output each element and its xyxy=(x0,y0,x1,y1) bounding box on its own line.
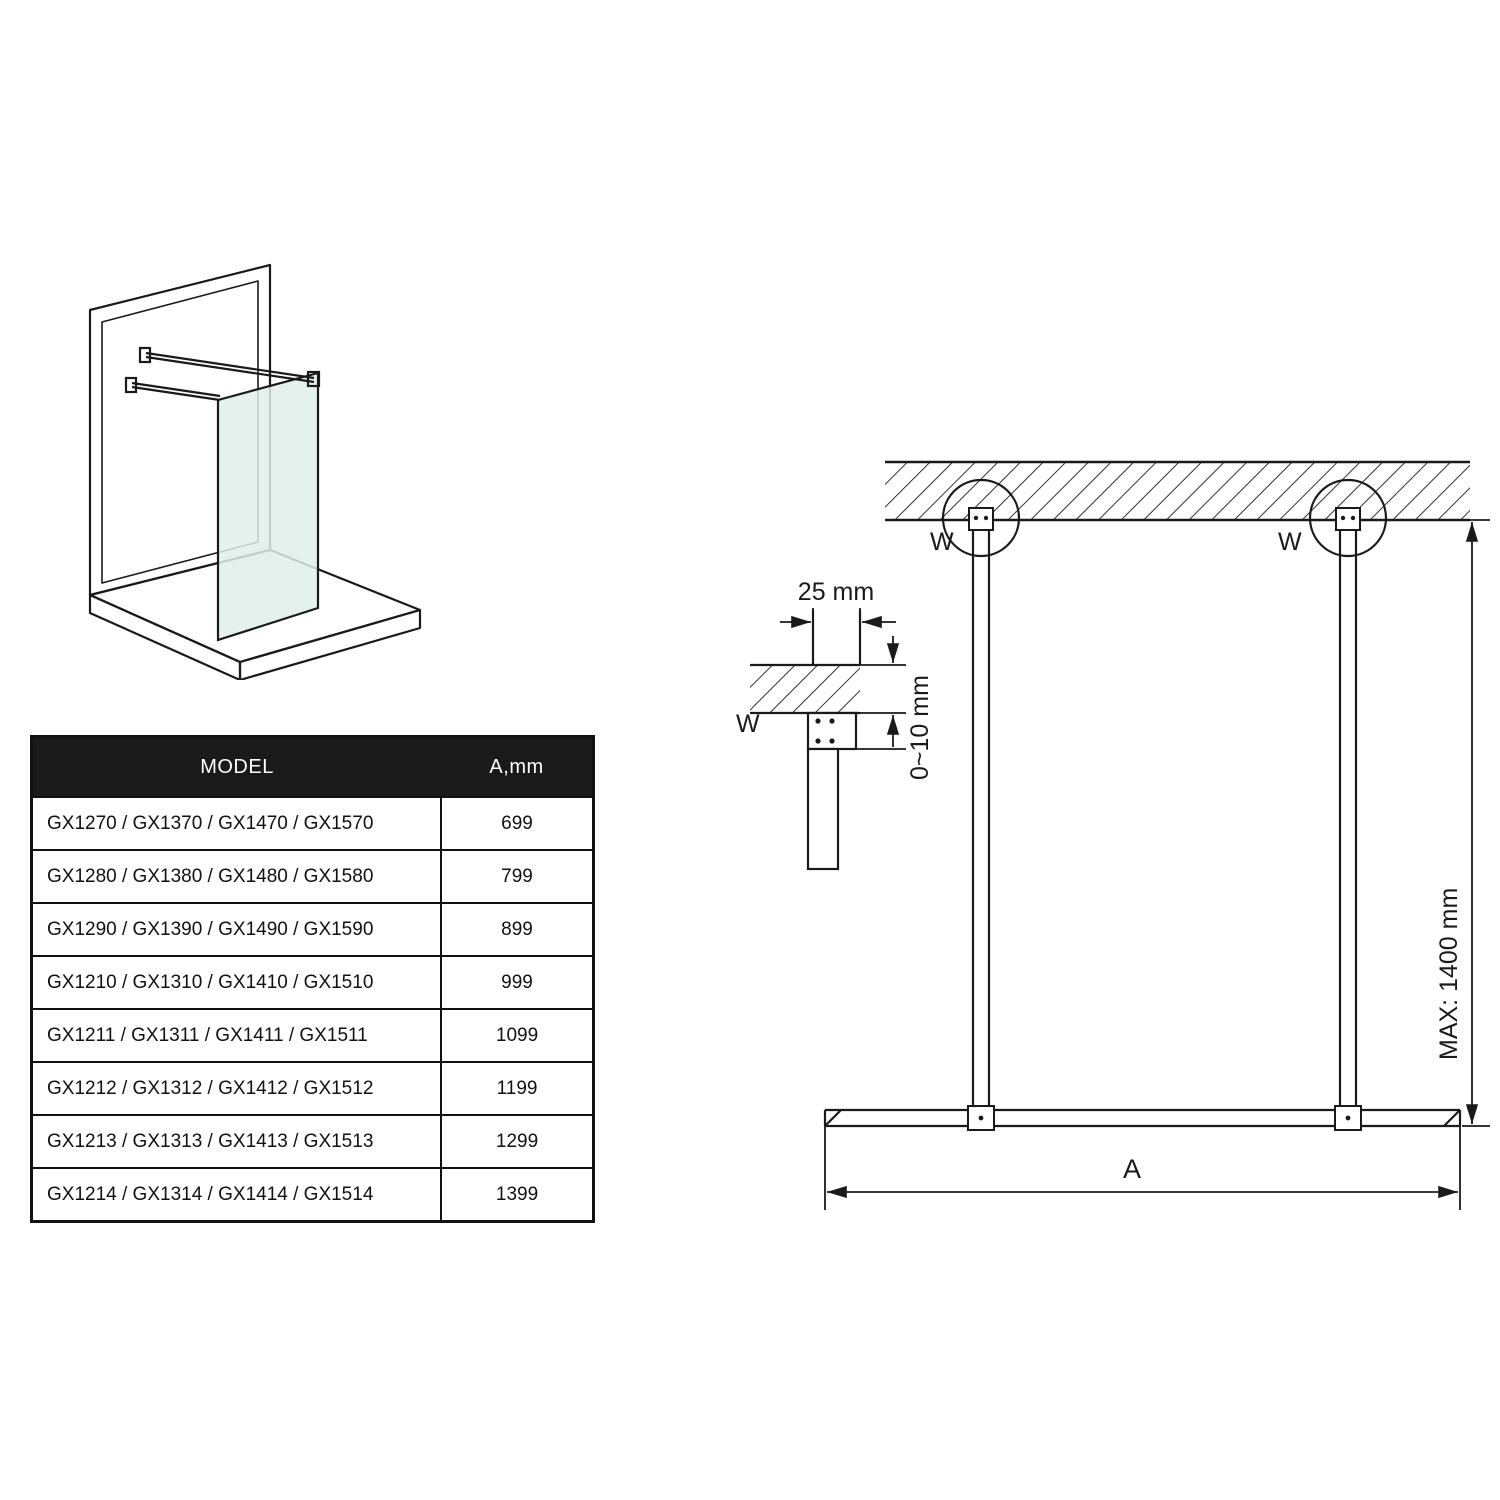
cell-model: GX1280 / GX1380 / GX1480 / GX1580 xyxy=(33,850,441,903)
table-body xyxy=(33,797,592,1220)
table-header-a: A,mm xyxy=(441,738,592,797)
callout-label-w-detail: W xyxy=(736,710,760,738)
callout-label-w-right: W xyxy=(1278,528,1302,556)
dimension-label-gap: 0~10 mm xyxy=(906,675,934,780)
dimension-label-25mm: 25 mm xyxy=(797,578,875,606)
table-row xyxy=(33,1062,592,1115)
support-bar-upper-b xyxy=(146,357,314,382)
model-table xyxy=(33,738,592,1220)
cell-model: GX1214 / GX1314 / GX1414 / GX1514 xyxy=(33,1168,441,1220)
model-table-container xyxy=(30,735,595,1223)
left-wall-fixing xyxy=(969,508,993,530)
cell-model: GX1290 / GX1390 / GX1490 / GX1590 xyxy=(33,903,441,956)
cell-model: GX1210 / GX1310 / GX1410 / GX1510 xyxy=(33,956,441,1009)
dimension-width xyxy=(825,1126,1460,1210)
cell-a: 1399 xyxy=(441,1168,592,1220)
table-header-model: MODEL xyxy=(33,738,441,797)
left-support-bar xyxy=(973,520,989,1120)
cell-model: GX1213 / GX1313 / GX1413 / GX1513 xyxy=(33,1115,441,1168)
cell-model: GX1212 / GX1312 / GX1412 / GX1512 xyxy=(33,1062,441,1115)
isometric-svg xyxy=(70,250,470,680)
table-row xyxy=(33,1009,592,1062)
table-row xyxy=(33,903,592,956)
right-support-bar xyxy=(1340,520,1356,1120)
isometric-view xyxy=(70,250,470,680)
technical-drawing xyxy=(700,420,1490,1270)
cell-a: 899 xyxy=(441,903,592,956)
glass-panel xyxy=(218,373,318,640)
callout-label-w-left: W xyxy=(930,528,954,556)
dimension-25mm xyxy=(780,608,896,660)
cell-a: 799 xyxy=(441,850,592,903)
wall-bracket-lower xyxy=(126,378,136,392)
cell-a: 1099 xyxy=(441,1009,592,1062)
table-row xyxy=(33,1115,592,1168)
table-row xyxy=(33,956,592,1009)
cell-model: GX1211 / GX1311 / GX1411 / GX1511 xyxy=(33,1009,441,1062)
glass-top-edge xyxy=(825,1110,1460,1126)
support-bar-upper xyxy=(146,353,314,378)
dimension-gap xyxy=(856,636,906,749)
wall-bracket-upper xyxy=(140,348,150,362)
cell-a: 999 xyxy=(441,956,592,1009)
cell-model: GX1270 / GX1370 / GX1470 / GX1570 xyxy=(33,797,441,850)
dimension-label-max-height: MAX: 1400 mm xyxy=(1435,887,1463,1060)
technical-drawing-svg xyxy=(700,420,1490,1270)
table-row xyxy=(33,850,592,903)
rail-clamp-right xyxy=(1335,1106,1361,1130)
cell-a: 1199 xyxy=(441,1062,592,1115)
cell-a: 1299 xyxy=(441,1115,592,1168)
table-row xyxy=(33,1168,592,1220)
right-wall-fixing xyxy=(1336,508,1360,530)
table-header-row xyxy=(33,738,592,797)
table-row xyxy=(33,797,592,850)
dimension-height xyxy=(1360,520,1490,1126)
detail-w-view xyxy=(736,578,934,869)
cell-a: 699 xyxy=(441,797,592,850)
rail-clamp-left xyxy=(968,1106,994,1130)
dimension-label-a: A xyxy=(1122,1154,1142,1184)
